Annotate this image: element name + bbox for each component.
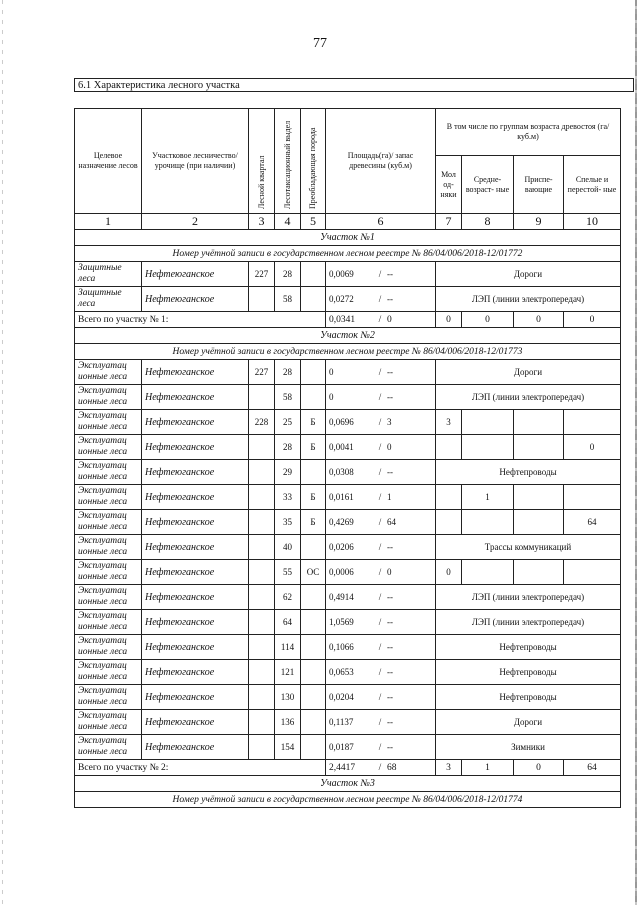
registry-record-row <box>75 344 621 360</box>
area-stock-cell <box>326 510 436 535</box>
forestry-cell: Нефтеюганское <box>142 610 249 635</box>
area-value: 0,4914 <box>329 592 354 602</box>
species-cell <box>301 385 326 410</box>
area-stock-separator: / <box>378 442 382 452</box>
stock-value: -- <box>387 692 393 702</box>
note-cell: ЛЭП (линии электропередач) <box>436 610 621 635</box>
age-group-g9 <box>514 435 564 460</box>
species-cell <box>301 585 326 610</box>
purpose-cell: Эксплуатац ионные леса <box>75 735 142 760</box>
plot-title: Участок №1 <box>75 230 621 246</box>
note-cell: Нефтепроводы <box>436 635 621 660</box>
header-young: Мол од- няки <box>436 156 462 214</box>
note-cell: Зимники <box>436 735 621 760</box>
area-stock-separator: / <box>378 542 382 552</box>
header-purpose: Целевое назначение лесов <box>75 109 142 214</box>
stock-value: -- <box>387 269 393 279</box>
column-number: 1 <box>75 214 142 230</box>
age-group-g10 <box>564 410 621 435</box>
header-maturing: Приспе- вающие <box>514 156 564 214</box>
allotment-cell: 55 <box>275 560 301 585</box>
registry-record: Номер учётной записи в государственном лесном реестре № 86/04/006/2018-12/01774 <box>75 792 621 808</box>
age-group-g7 <box>436 510 462 535</box>
table-row <box>75 610 621 635</box>
area-stock-separator: / <box>378 617 382 627</box>
column-number: 9 <box>514 214 564 230</box>
species-cell <box>301 610 326 635</box>
table-row <box>75 385 621 410</box>
area-value: 0,0069 <box>329 269 354 279</box>
area-value: 0,0696 <box>329 417 354 427</box>
purpose-cell: Эксплуатац ионные леса <box>75 560 142 585</box>
total-g8: 0 <box>462 312 514 328</box>
header-allotment-text: Лесотаксационный выдел <box>282 120 292 209</box>
quarter-cell <box>249 585 275 610</box>
area-value: 0,0206 <box>329 542 354 552</box>
area-stock-separator: / <box>378 692 382 702</box>
total-g9: 0 <box>514 312 564 328</box>
area-value: 0,0041 <box>329 442 354 452</box>
forestry-cell: Нефтеюганское <box>142 510 249 535</box>
species-cell: Б <box>301 435 326 460</box>
table-row <box>75 435 621 460</box>
quarter-cell: 228 <box>249 410 275 435</box>
age-group-g7 <box>436 435 462 460</box>
purpose-cell: Эксплуатац ионные леса <box>75 360 142 385</box>
registry-record: Номер учётной записи в государственном лесном реестре № 86/04/006/2018-12/01773 <box>75 344 621 360</box>
forestry-cell: Нефтеюганское <box>142 485 249 510</box>
area-stock-separator: / <box>378 592 382 602</box>
area-stock-separator: / <box>378 642 382 652</box>
forestry-cell: Нефтеюганское <box>142 410 249 435</box>
total-separator: / <box>378 762 382 773</box>
area-value: 0 <box>329 392 334 402</box>
stock-value: -- <box>387 367 393 377</box>
column-number: 6 <box>326 214 436 230</box>
allotment-cell: 114 <box>275 635 301 660</box>
stock-value: 3 <box>387 417 392 427</box>
note-cell: Трассы коммуникаций <box>436 535 621 560</box>
quarter-cell <box>249 287 275 312</box>
header-area: Площадь(га)/ запас древесины (куб.м) <box>326 109 436 214</box>
quarter-cell <box>249 485 275 510</box>
forestry-cell: Нефтеюганское <box>142 660 249 685</box>
age-group-g10 <box>564 560 621 585</box>
area-stock-cell <box>326 385 436 410</box>
quarter-cell <box>249 635 275 660</box>
note-cell: ЛЭП (линии электропередач) <box>436 585 621 610</box>
area-stock-cell <box>326 635 436 660</box>
area-value: 1,0569 <box>329 617 354 627</box>
purpose-cell: Эксплуатац ионные леса <box>75 410 142 435</box>
column-number: 5 <box>301 214 326 230</box>
area-stock-separator: / <box>378 467 382 477</box>
forestry-cell: Нефтеюганское <box>142 360 249 385</box>
forestry-cell: Нефтеюганское <box>142 710 249 735</box>
area-value: 0,0161 <box>329 492 354 502</box>
allotment-cell: 136 <box>275 710 301 735</box>
column-number-row <box>75 214 621 230</box>
scan-edge-right <box>635 0 637 905</box>
area-stock-cell <box>326 610 436 635</box>
table-row <box>75 262 621 287</box>
species-cell <box>301 262 326 287</box>
allotment-cell: 40 <box>275 535 301 560</box>
column-number: 7 <box>436 214 462 230</box>
header-quarter-text: Лесной квартал <box>256 155 266 209</box>
table-row <box>75 510 621 535</box>
purpose-cell: Эксплуатац ионные леса <box>75 510 142 535</box>
registry-record-row <box>75 792 621 808</box>
allotment-cell: 64 <box>275 610 301 635</box>
quarter-cell <box>249 660 275 685</box>
allotment-cell: 35 <box>275 510 301 535</box>
page-number: 77 <box>313 36 327 51</box>
header-age-groups: В том числе по группам возраста древостоя (га/ куб.м) <box>436 109 621 156</box>
area-stock-cell <box>326 660 436 685</box>
stock-value: 64 <box>387 517 396 527</box>
purpose-cell: Эксплуатац ионные леса <box>75 635 142 660</box>
area-value: 0,1066 <box>329 642 354 652</box>
quarter-cell: 227 <box>249 360 275 385</box>
table-row <box>75 287 621 312</box>
age-group-g10 <box>564 485 621 510</box>
allotment-cell: 121 <box>275 660 301 685</box>
species-cell <box>301 710 326 735</box>
purpose-cell: Эксплуатац ионные леса <box>75 660 142 685</box>
header-middle: Средне- возраст- ные <box>462 156 514 214</box>
table-row <box>75 660 621 685</box>
area-stock-separator: / <box>378 492 382 502</box>
area-stock-cell <box>326 460 436 485</box>
stock-value: -- <box>387 467 393 477</box>
table-row <box>75 560 621 585</box>
header-species-text: Преобладающая порода <box>308 127 317 209</box>
table-row <box>75 485 621 510</box>
section-title: 6.1 Характеристика лесного участка <box>74 78 634 92</box>
species-cell <box>301 360 326 385</box>
note-cell: Дороги <box>436 710 621 735</box>
age-group-g8 <box>462 560 514 585</box>
quarter-cell <box>249 610 275 635</box>
forestry-cell: Нефтеюганское <box>142 460 249 485</box>
stock-value: -- <box>387 742 393 752</box>
header-forestry: Участковое лесничество/ урочище (при наличии) <box>142 109 249 214</box>
table-row <box>75 460 621 485</box>
quarter-cell <box>249 385 275 410</box>
area-stock-separator: / <box>378 517 382 527</box>
plot-title: Участок №2 <box>75 328 621 344</box>
table-body <box>75 230 621 808</box>
quarter-cell <box>249 685 275 710</box>
total-g10: 64 <box>564 760 621 776</box>
species-cell <box>301 460 326 485</box>
allotment-cell: 25 <box>275 410 301 435</box>
total-stock: 0 <box>387 314 392 325</box>
area-stock-separator: / <box>378 717 382 727</box>
total-g7: 0 <box>436 312 462 328</box>
forestry-cell: Нефтеюганское <box>142 287 249 312</box>
species-cell <box>301 635 326 660</box>
quarter-cell <box>249 735 275 760</box>
column-number: 8 <box>462 214 514 230</box>
age-group-g10: 64 <box>564 510 621 535</box>
total-stock: 68 <box>387 762 397 773</box>
species-cell: Б <box>301 485 326 510</box>
table-row <box>75 585 621 610</box>
table-row <box>75 410 621 435</box>
area-value: 0,1137 <box>329 717 354 727</box>
area-stock-cell <box>326 560 436 585</box>
area-value: 0 <box>329 367 334 377</box>
allotment-cell: 58 <box>275 287 301 312</box>
stock-value: -- <box>387 542 393 552</box>
purpose-cell: Эксплуатац ионные леса <box>75 460 142 485</box>
age-group-g7 <box>436 485 462 510</box>
age-group-g7: 0 <box>436 560 462 585</box>
area-stock-cell <box>326 287 436 312</box>
forestry-cell: Нефтеюганское <box>142 635 249 660</box>
area-stock-cell <box>326 410 436 435</box>
forestry-cell: Нефтеюганское <box>142 685 249 710</box>
species-cell <box>301 287 326 312</box>
area-stock-cell <box>326 735 436 760</box>
allotment-cell: 28 <box>275 360 301 385</box>
total-label: Всего по участку № 2: <box>75 760 326 776</box>
quarter-cell <box>249 710 275 735</box>
scan-edge-left <box>2 0 3 905</box>
header-mature: Спелые и перестой- ные <box>564 156 621 214</box>
total-g10: 0 <box>564 312 621 328</box>
purpose-cell: Защитные леса <box>75 262 142 287</box>
table-row <box>75 735 621 760</box>
table-row <box>75 710 621 735</box>
area-value: 0,0272 <box>329 294 354 304</box>
area-value: 0,0006 <box>329 567 354 577</box>
purpose-cell: Защитные леса <box>75 287 142 312</box>
column-number: 10 <box>564 214 621 230</box>
plot-title-row <box>75 776 621 792</box>
purpose-cell: Эксплуатац ионные леса <box>75 535 142 560</box>
purpose-cell: Эксплуатац ионные леса <box>75 610 142 635</box>
quarter-cell <box>249 560 275 585</box>
age-group-g8 <box>462 435 514 460</box>
table-row <box>75 635 621 660</box>
header-allotment <box>275 109 301 214</box>
note-cell: Нефтепроводы <box>436 460 621 485</box>
total-g7: 3 <box>436 760 462 776</box>
column-number: 3 <box>249 214 275 230</box>
species-cell <box>301 535 326 560</box>
stock-value: -- <box>387 717 393 727</box>
area-stock-cell <box>326 435 436 460</box>
age-group-g9 <box>514 410 564 435</box>
species-cell <box>301 660 326 685</box>
total-area-stock-cell <box>326 760 436 776</box>
stock-value: -- <box>387 642 393 652</box>
area-stock-cell <box>326 535 436 560</box>
age-group-g9 <box>514 485 564 510</box>
area-stock-separator: / <box>378 567 382 577</box>
quarter-cell <box>249 535 275 560</box>
forestry-cell: Нефтеюганское <box>142 535 249 560</box>
total-area: 2,4417 <box>329 762 356 773</box>
total-row <box>75 312 621 328</box>
area-value: 0,0204 <box>329 692 354 702</box>
registry-record-row <box>75 246 621 262</box>
forest-plot-table <box>74 108 621 808</box>
registry-record: Номер учётной записи в государственном лесном реестре № 86/04/006/2018-12/01772 <box>75 246 621 262</box>
species-cell: Б <box>301 410 326 435</box>
total-g9: 0 <box>514 760 564 776</box>
stock-value: -- <box>387 667 393 677</box>
age-group-g8 <box>462 510 514 535</box>
total-g8: 1 <box>462 760 514 776</box>
total-area: 0,0341 <box>329 314 356 325</box>
plot-title-row <box>75 328 621 344</box>
stock-value: -- <box>387 392 393 402</box>
plot-title: Участок №3 <box>75 776 621 792</box>
purpose-cell: Эксплуатац ионные леса <box>75 385 142 410</box>
quarter-cell: 227 <box>249 262 275 287</box>
area-stock-separator: / <box>378 667 382 677</box>
column-number: 4 <box>275 214 301 230</box>
area-stock-cell <box>326 485 436 510</box>
plot-title-row <box>75 230 621 246</box>
stock-value: -- <box>387 592 393 602</box>
note-cell: Дороги <box>436 360 621 385</box>
stock-value: 0 <box>387 442 392 452</box>
area-stock-cell <box>326 685 436 710</box>
forestry-cell: Нефтеюганское <box>142 735 249 760</box>
total-separator: / <box>378 314 382 325</box>
total-area-stock-cell <box>326 312 436 328</box>
note-cell: Нефтепроводы <box>436 660 621 685</box>
area-stock-cell <box>326 710 436 735</box>
purpose-cell: Эксплуатац ионные леса <box>75 485 142 510</box>
allotment-cell: 28 <box>275 262 301 287</box>
header-species <box>301 109 326 214</box>
age-group-g8 <box>462 410 514 435</box>
area-stock-cell <box>326 360 436 385</box>
total-label: Всего по участку № 1: <box>75 312 326 328</box>
area-stock-separator: / <box>378 417 382 427</box>
allotment-cell: 28 <box>275 435 301 460</box>
allotment-cell: 62 <box>275 585 301 610</box>
stock-value: 0 <box>387 567 392 577</box>
species-cell: ОС <box>301 560 326 585</box>
forestry-cell: Нефтеюганское <box>142 585 249 610</box>
quarter-cell <box>249 435 275 460</box>
area-stock-separator: / <box>378 269 382 279</box>
note-cell: ЛЭП (линии электропередач) <box>436 287 621 312</box>
allotment-cell: 58 <box>275 385 301 410</box>
total-row <box>75 760 621 776</box>
note-cell: Дороги <box>436 262 621 287</box>
forestry-cell: Нефтеюганское <box>142 435 249 460</box>
purpose-cell: Эксплуатац ионные леса <box>75 585 142 610</box>
area-value: 0,0308 <box>329 467 354 477</box>
age-group-g10: 0 <box>564 435 621 460</box>
forestry-cell: Нефтеюганское <box>142 385 249 410</box>
age-group-g9 <box>514 510 564 535</box>
allotment-cell: 130 <box>275 685 301 710</box>
area-value: 0,0187 <box>329 742 354 752</box>
area-stock-cell <box>326 585 436 610</box>
area-stock-separator: / <box>378 392 382 402</box>
forestry-cell: Нефтеюганское <box>142 262 249 287</box>
stock-value: -- <box>387 617 393 627</box>
forestry-cell: Нефтеюганское <box>142 560 249 585</box>
quarter-cell <box>249 510 275 535</box>
allotment-cell: 154 <box>275 735 301 760</box>
purpose-cell: Эксплуатац ионные леса <box>75 710 142 735</box>
table-row <box>75 535 621 560</box>
purpose-cell: Эксплуатац ионные леса <box>75 435 142 460</box>
allotment-cell: 33 <box>275 485 301 510</box>
note-cell: ЛЭП (линии электропередач) <box>436 385 621 410</box>
area-value: 0,0653 <box>329 667 354 677</box>
stock-value: 1 <box>387 492 392 502</box>
species-cell <box>301 735 326 760</box>
note-cell: Нефтепроводы <box>436 685 621 710</box>
area-stock-separator: / <box>378 367 382 377</box>
age-group-g7: 3 <box>436 410 462 435</box>
allotment-cell: 29 <box>275 460 301 485</box>
age-group-g8: 1 <box>462 485 514 510</box>
quarter-cell <box>249 460 275 485</box>
species-cell <box>301 685 326 710</box>
area-stock-separator: / <box>378 742 382 752</box>
table-row <box>75 685 621 710</box>
area-stock-separator: / <box>378 294 382 304</box>
table-row <box>75 360 621 385</box>
column-number: 2 <box>142 214 249 230</box>
species-cell: Б <box>301 510 326 535</box>
purpose-cell: Эксплуатац ионные леса <box>75 685 142 710</box>
area-value: 0,4269 <box>329 517 354 527</box>
age-group-g9 <box>514 560 564 585</box>
header-quarter <box>249 109 275 214</box>
stock-value: -- <box>387 294 393 304</box>
area-stock-cell <box>326 262 436 287</box>
